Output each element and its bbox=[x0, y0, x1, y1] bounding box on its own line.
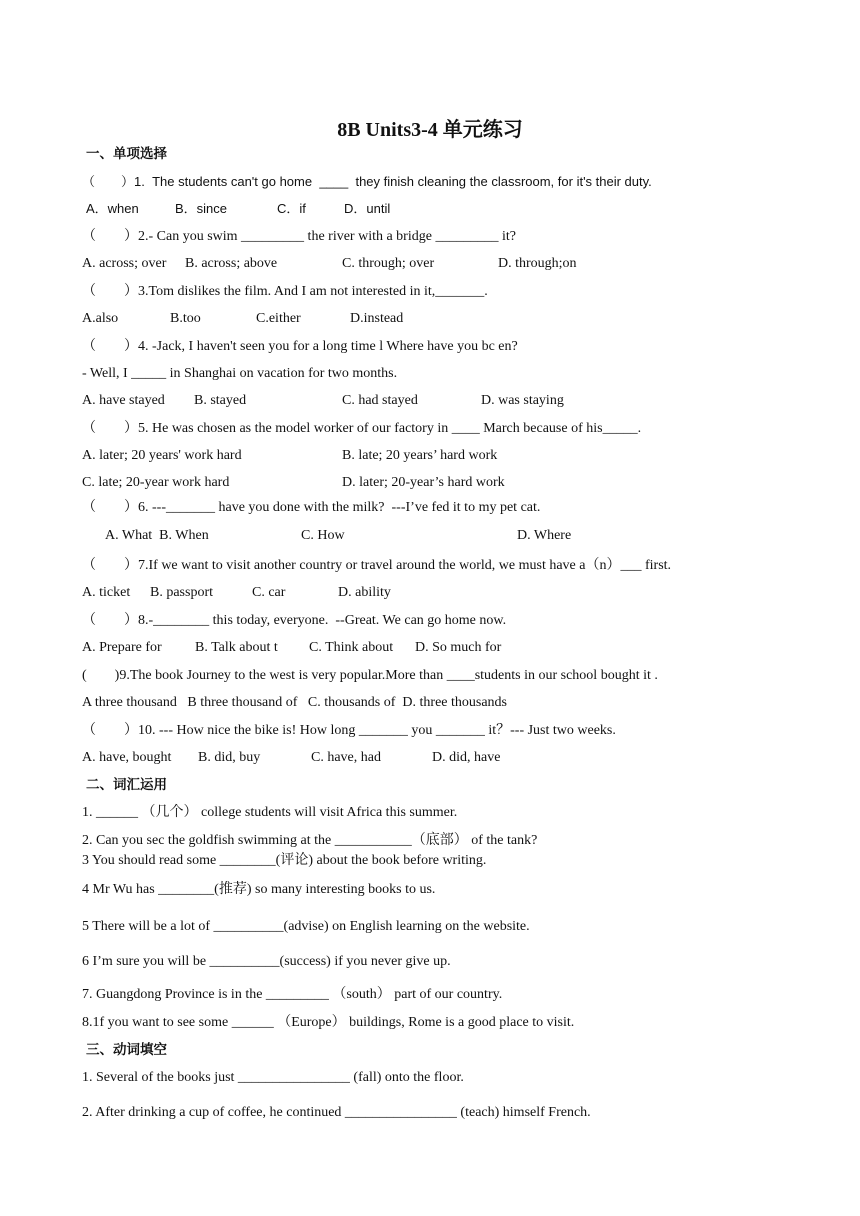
vocab-item-7: 7. Guangdong Province is in the _________ （south） part of our country. bbox=[82, 987, 503, 1002]
section-heading-verb-fill: 三、动词填空 bbox=[86, 1042, 167, 1058]
question-1-option-d: D．until bbox=[344, 201, 391, 216]
question-5-option-c: C. late; 20-year work hard bbox=[82, 475, 230, 490]
question-3-option-c: C.either bbox=[256, 311, 301, 326]
question-6-option-c: C. How bbox=[301, 528, 345, 543]
question-4-option-c: C. had stayed bbox=[342, 393, 418, 408]
vocab-item-3: 3 You should read some ________(评论) about the book before writing. bbox=[82, 853, 487, 868]
question-1-option-b: B．since bbox=[175, 201, 228, 216]
question-10-option-d: D. did, have bbox=[432, 750, 501, 765]
page-title: 8B Units3-4 单元练习 bbox=[337, 119, 523, 141]
verb-item-2: 2. After drinking a cup of coffee, he continued ________________ (teach) himself French. bbox=[82, 1105, 591, 1120]
question-10-stem: （ ）10. --- How nice the bike is! How long _______ you _______ it？--- Just two weeks. bbox=[82, 723, 616, 738]
question-2-stem: （ ）2.- Can you swim _________ the river with a bridge _________ it? bbox=[82, 229, 516, 244]
vocab-item-4: 4 Mr Wu has ________(推荐) so many interesting books to us. bbox=[82, 882, 436, 897]
question-6-stem: （ ）6. ---_______ have you done with the milk? ---I’ve fed it to my pet cat. bbox=[82, 500, 541, 515]
section-heading-multiple-choice: 一、单项选择 bbox=[86, 146, 167, 162]
question-2-option-d: D. through;on bbox=[498, 256, 577, 271]
question-8-stem: （ ）8.-________ this today, everyone. --Great. We can go home now. bbox=[82, 613, 507, 628]
question-1-stem: （ ）1. The students can't go home ____ they finish cleaning the classroom, for it's their duty. bbox=[82, 174, 652, 189]
question-3-option-a: A.also bbox=[82, 311, 119, 326]
question-7-option-b: B. passport bbox=[150, 585, 213, 600]
question-7-option-a: A. ticket bbox=[82, 585, 131, 600]
vocab-item-8: 8.1f you want to see some ______ （Europe） buildings, Rome is a good place to visit. bbox=[82, 1015, 575, 1030]
question-5-stem: （ ）5. He was chosen as the model worker of our factory in ____ March because of his_____. bbox=[82, 421, 642, 436]
question-2-option-a: A. across; over bbox=[82, 256, 167, 271]
vocab-item-5: 5 There will be a lot of __________(advise) on English learning on the website. bbox=[82, 919, 530, 934]
question-10-option-b: B. did, buy bbox=[198, 750, 261, 765]
question-4-option-b: B. stayed bbox=[194, 393, 247, 408]
question-7-option-d: D. ability bbox=[338, 585, 391, 600]
question-9-stem: ( )9.The book Journey to the west is very popular.More than ____students in our school bought it . bbox=[82, 668, 658, 683]
question-4-option-a: A. have stayed bbox=[82, 393, 165, 408]
question-7-option-c: C. car bbox=[252, 585, 286, 600]
question-3-option-d: D.instead bbox=[350, 311, 404, 326]
question-8-option-b: B. Talk about t bbox=[195, 640, 278, 655]
question-3-stem: （ ）3.Tom dislikes the film. And I am not interested in it,_______. bbox=[82, 284, 488, 299]
question-5-option-b: B. late; 20 years’ hard work bbox=[342, 448, 498, 463]
verb-item-1: 1. Several of the books just ________________ (fall) onto the floor. bbox=[82, 1070, 464, 1085]
question-8-option-a: A. Prepare for bbox=[82, 640, 162, 655]
question-6-option-a-b: A. What B. When bbox=[105, 528, 209, 543]
question-10-option-c: C. have, had bbox=[311, 750, 381, 765]
question-5-option-d: D. later; 20-year’s hard work bbox=[342, 475, 505, 490]
question-4-option-d: D. was staying bbox=[481, 393, 564, 408]
question-2-option-c: C. through; over bbox=[342, 256, 435, 271]
section-heading-vocabulary: 二、词汇运用 bbox=[86, 777, 167, 793]
question-6-option-d: D. Where bbox=[517, 528, 572, 543]
question-4-stem-continued: - Well, I _____ in Shanghai on vacation for two months. bbox=[82, 366, 398, 381]
vocab-item-2: 2. Can you sec the goldfish swimming at the ___________（底部） of the tank? bbox=[82, 833, 538, 848]
question-9-options: A three thousand B three thousand of C. thousands of D. three thousands bbox=[82, 695, 507, 710]
question-1-option-c: C．if bbox=[277, 201, 306, 216]
question-7-stem: （ ）7.If we want to visit another country or travel around the world, we must have a（n）___ first. bbox=[82, 558, 672, 573]
question-1-option-a: A．when bbox=[86, 201, 139, 216]
question-4-stem: （ ）4. -Jack, I haven't seen you for a long time l Where have you bc en? bbox=[82, 339, 518, 354]
vocab-item-6: 6 I’m sure you will be __________(success) if you never give up. bbox=[82, 954, 451, 969]
question-10-option-a: A. have, bought bbox=[82, 750, 172, 765]
question-8-option-d: D. So much for bbox=[415, 640, 502, 655]
question-3-option-b: B.too bbox=[170, 311, 201, 326]
question-5-option-a: A. later; 20 years' work hard bbox=[82, 448, 242, 463]
vocab-item-1: 1. ______ （几个） college students will visit Africa this summer. bbox=[82, 805, 458, 820]
question-8-option-c: C. Think about bbox=[309, 640, 394, 655]
question-2-option-b: B. across; above bbox=[185, 256, 278, 271]
